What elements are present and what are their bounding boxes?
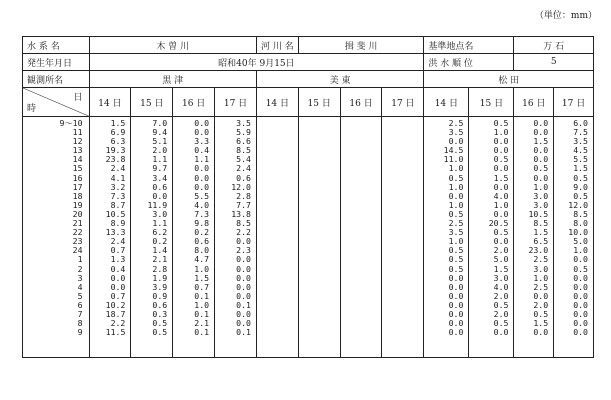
station-mito: 美 東 [256, 71, 423, 88]
rainfall-cell: 5.5 [573, 154, 588, 165]
rainfall-cell: 6.5 [533, 236, 549, 247]
label-base-point: 基準地点名 [424, 37, 514, 54]
rainfall-cell: 0.0 [152, 190, 168, 201]
rainfall-cell: 0.5 [493, 154, 509, 165]
hour-cell: 8 [77, 318, 83, 329]
hour-cell: 21 [72, 218, 83, 229]
rainfall-cell: 0.2 [194, 227, 210, 238]
rainfall-cell: 3.5 [448, 227, 464, 238]
station-matsuda: 松 田 [424, 71, 594, 88]
rainfall-cell: 0.0 [236, 236, 251, 247]
hour-cell: 6 [77, 299, 83, 310]
hour-cell: 17 [72, 181, 83, 192]
rainfall-cell: 0.0 [533, 145, 549, 156]
rainfall-cell: 1.3 [110, 254, 126, 265]
day-matsuda-15: 15 日 [469, 88, 514, 117]
rainfall-cell: 0.0 [493, 136, 509, 147]
rainfall-cell: 3.4 [152, 172, 168, 183]
rainfall-cell: 0.1 [194, 308, 210, 319]
rainfall-cell: 1.0 [533, 181, 549, 192]
rainfall-cell: 6.9 [110, 127, 126, 138]
rainfall-cell: 2.1 [194, 318, 210, 329]
rainfall-cell: 8.9 [110, 218, 126, 229]
rainfall-cell: 20.5 [488, 218, 509, 229]
rainfall-cell: 0.5 [573, 263, 588, 274]
rainfall-cell: 5.0 [573, 236, 588, 247]
header-row-1 [23, 37, 594, 54]
rainfall-cell: 0.0 [493, 208, 509, 219]
rainfall-cell: 0.7 [194, 281, 210, 292]
rainfall-cell: 0.0 [573, 281, 588, 292]
rainfall-cell: 0.5 [493, 118, 509, 128]
hour-cell: 24 [72, 245, 83, 256]
rainfall-cell: 0.0 [573, 254, 588, 265]
rainfall-cell: 0.6 [194, 236, 210, 247]
rainfall-cell: 0.0 [236, 290, 251, 301]
kurotsu-17-column [215, 117, 257, 358]
day-kurotsu-17: 17 日 [215, 88, 257, 117]
rainfall-cell: 0.0 [236, 308, 251, 319]
rainfall-cell: 0.0 [236, 254, 251, 265]
rainfall-cell: 0.5 [448, 254, 464, 265]
rainfall-cell: 1.5 [110, 118, 126, 128]
rainfall-cell: 0.5 [573, 190, 588, 201]
rainfall-cell: 0.0 [236, 318, 251, 329]
rainfall-cell: 0.5 [152, 318, 168, 329]
hour-cell: 11 [72, 127, 83, 138]
rainfall-cell: 1.5 [194, 272, 210, 283]
day-head-label: 日 [73, 93, 83, 103]
rainfall-cell: 7.7 [236, 199, 251, 210]
rainfall-cell: 4.0 [194, 199, 210, 210]
rainfall-cell: 7.3 [194, 208, 210, 219]
rainfall-cell: 8.5 [533, 218, 549, 229]
rainfall-cell: 0.6 [236, 172, 251, 183]
label-river: 河 川 名 [256, 37, 298, 54]
matsuda-15-column [469, 117, 514, 358]
rainfall-cell: 19.3 [105, 145, 126, 156]
hour-cell: 9～10 [59, 118, 83, 128]
rainfall-cell: 0.4 [110, 263, 126, 274]
rainfall-cell: 8.0 [194, 245, 210, 256]
rainfall-cell: 2.3 [236, 245, 251, 256]
rainfall-cell: 0.0 [194, 172, 210, 183]
hour-cell: 19 [72, 199, 83, 210]
rainfall-cell: 3.0 [493, 272, 509, 283]
rainfall-cell: 0.0 [493, 327, 509, 338]
rainfall-cell: 0.0 [573, 327, 588, 338]
rainfall-cell: 0.0 [533, 127, 549, 138]
rainfall-cell: 2.0 [493, 245, 509, 256]
rainfall-cell: 1.1 [152, 218, 168, 229]
rainfall-cell: 8.7 [110, 199, 126, 210]
rainfall-cell: 8.5 [236, 218, 251, 229]
value-flood-rank: 5 [514, 54, 594, 71]
rainfall-cell: 0.0 [533, 327, 549, 338]
rainfall-cell: 3.3 [194, 136, 210, 147]
rainfall-cell: 2.4 [110, 236, 126, 247]
rainfall-cell: 0.4 [194, 145, 210, 156]
rainfall-cell: 7.3 [110, 190, 126, 201]
hour-cell: 20 [72, 208, 83, 219]
rainfall-cell: 4.7 [194, 254, 210, 265]
hour-cell: 12 [72, 136, 83, 147]
kurotsu-15-column [131, 117, 173, 358]
hour-cell: 9 [77, 327, 83, 338]
day-mito-16: 16 日 [340, 88, 382, 117]
day-mito-15: 15 日 [298, 88, 340, 117]
day-matsuda-16: 16 日 [514, 88, 554, 117]
rainfall-cell: 0.0 [573, 272, 588, 283]
rainfall-cell: 14.5 [443, 145, 464, 156]
rainfall-cell: 2.5 [448, 218, 464, 229]
hour-cell: 22 [72, 227, 83, 238]
rainfall-cell: 6.3 [110, 136, 126, 147]
rainfall-cell: 0.5 [448, 208, 464, 219]
rainfall-cell: 4.0 [493, 190, 509, 201]
rainfall-cell: 1.4 [152, 245, 168, 256]
hour-cell: 23 [72, 236, 83, 247]
rainfall-cell: 0.0 [533, 118, 549, 128]
hour-cell: 18 [72, 190, 83, 201]
rainfall-cell: 12.0 [231, 181, 251, 192]
rainfall-cell: 1.5 [533, 136, 549, 147]
hour-cell: 7 [77, 308, 83, 319]
rainfall-cell: 0.5 [448, 245, 464, 256]
rainfall-cell: 0.5 [533, 308, 549, 319]
label-station: 観測所名 [23, 71, 90, 88]
rainfall-cell: 2.0 [533, 299, 549, 310]
rainfall-cell: 1.5 [573, 163, 588, 174]
value-river: 揖 斐 川 [298, 37, 424, 54]
kurotsu-14-column [89, 117, 131, 358]
value-date: 昭和40年 9月15日 [89, 54, 424, 71]
rainfall-cell: 1.0 [448, 199, 464, 210]
rainfall-cell: 3.0 [533, 190, 549, 201]
rainfall-cell: 9.4 [152, 127, 168, 138]
matsuda-16-column [514, 117, 554, 358]
rainfall-cell: 2.2 [110, 318, 126, 329]
rainfall-cell: 0.0 [573, 290, 588, 301]
hour-cell: 5 [77, 290, 83, 301]
rainfall-cell: 1.0 [493, 199, 509, 210]
rainfall-cell: 0.5 [493, 318, 509, 329]
hour-head-label: 時 [27, 104, 37, 114]
rainfall-cell: 3.9 [152, 281, 168, 292]
rainfall-cell: 0.5 [493, 299, 509, 310]
hour-cell: 16 [72, 172, 83, 183]
rainfall-cell: 0.0 [448, 299, 464, 310]
rainfall-cell: 0.0 [493, 145, 509, 156]
rainfall-cell: 23.8 [105, 154, 126, 165]
rainfall-cell: 2.4 [110, 163, 126, 174]
rainfall-cell: 10.0 [568, 227, 588, 238]
rainfall-cell: 0.5 [533, 163, 549, 174]
rainfall-cell: 2.2 [236, 227, 251, 238]
value-water-system: 木 曽 川 [89, 37, 256, 54]
value-base-point: 万 石 [514, 37, 594, 54]
rainfall-cell: 0.0 [236, 272, 251, 283]
rainfall-cell: 6.0 [573, 118, 588, 128]
rainfall-cell: 2.8 [152, 263, 168, 274]
rainfall-cell: 0.0 [194, 163, 210, 174]
rainfall-cell: 1.0 [194, 263, 210, 274]
rainfall-cell: 2.4 [236, 163, 251, 174]
rainfall-cell: 23.0 [528, 245, 549, 256]
rainfall-cell: 0.0 [533, 172, 549, 183]
mito-17-column [382, 117, 424, 358]
rainfall-cell: 5.1 [152, 136, 168, 147]
rainfall-cell: 1.1 [152, 154, 168, 165]
rainfall-cell: 0.1 [236, 327, 251, 338]
rainfall-cell: 0.0 [448, 327, 464, 338]
rainfall-cell: 1.9 [152, 272, 168, 283]
rainfall-cell: 0.5 [152, 327, 168, 338]
rainfall-cell: 13.3 [105, 227, 126, 238]
rainfall-cell: 0.0 [194, 127, 210, 138]
rainfall-cell: 5.4 [236, 154, 251, 165]
rainfall-cell: 10.5 [528, 208, 549, 219]
hour-cell: 2 [77, 263, 83, 274]
rainfall-cell: 0.0 [573, 308, 588, 319]
rainfall-cell: 8.5 [236, 145, 251, 156]
rainfall-cell: 0.0 [493, 236, 509, 247]
rainfall-cell: 2.5 [533, 281, 549, 292]
rainfall-cell: 2.0 [493, 308, 509, 319]
rainfall-cell: 0.0 [448, 281, 464, 292]
rainfall-cell: 0.2 [152, 236, 168, 247]
hour-cell: 1 [77, 254, 83, 265]
rainfall-cell: 0.1 [194, 327, 210, 338]
rainfall-cell: 0.0 [493, 163, 509, 174]
mito-14-column [256, 117, 298, 358]
rainfall-cell: 0.5 [448, 263, 464, 274]
rainfall-cell: 4.5 [573, 145, 588, 156]
header-row-2 [23, 54, 594, 71]
rainfall-cell: 11.0 [443, 154, 464, 165]
rainfall-cell: 0.0 [448, 318, 464, 329]
day-hour-corner [23, 88, 90, 117]
rainfall-cell: 18.7 [105, 308, 126, 319]
rainfall-cell: 4.1 [110, 172, 126, 183]
hour-cell: 15 [72, 163, 83, 174]
rainfall-cell: 2.0 [152, 145, 168, 156]
rainfall-cell: 0.0 [493, 181, 509, 192]
rainfall-cell: 0.6 [152, 299, 168, 310]
rainfall-cell: 0.0 [194, 181, 210, 192]
rainfall-cell: 2.8 [236, 190, 251, 201]
rainfall-cell: 0.6 [152, 181, 168, 192]
rainfall-cell: 3.0 [533, 199, 549, 210]
rainfall-cell: 1.0 [533, 272, 549, 283]
label-flood-rank: 洪 水 順 位 [424, 54, 514, 71]
rainfall-cell: 1.5 [533, 318, 549, 329]
rainfall-cell: 3.2 [110, 181, 126, 192]
kurotsu-16-column [173, 117, 215, 358]
day-header-row [23, 88, 594, 117]
day-mito-17: 17 日 [382, 88, 424, 117]
rainfall-cell: 0.0 [533, 154, 549, 165]
header-row-3 [23, 71, 594, 88]
rainfall-cell: 11.5 [105, 327, 126, 338]
rainfall-cell: 10.2 [105, 299, 126, 310]
day-matsuda-14: 14 日 [424, 88, 469, 117]
rainfall-cell: 3.5 [448, 127, 464, 138]
rainfall-cell: 0.0 [533, 290, 549, 301]
data-row [23, 117, 594, 358]
rainfall-cell: 8.5 [573, 208, 588, 219]
rainfall-cell: 0.0 [573, 299, 588, 310]
rainfall-cell: 2.5 [533, 254, 549, 265]
rainfall-cell: 1.0 [573, 245, 588, 256]
rainfall-cell: 1.5 [533, 227, 549, 238]
rainfall-cell: 0.5 [493, 227, 509, 238]
day-kurotsu-15: 15 日 [131, 88, 173, 117]
hour-cell: 3 [77, 272, 83, 283]
label-water-system: 水 系 名 [23, 37, 90, 54]
day-mito-14: 14 日 [256, 88, 298, 117]
rainfall-cell: 7.0 [152, 118, 168, 128]
rainfall-cell: 0.0 [448, 190, 464, 201]
rainfall-cell: 1.0 [448, 181, 464, 192]
rainfall-cell: 7.5 [573, 127, 588, 138]
rainfall-cell: 0.3 [152, 308, 168, 319]
rainfall-cell: 1.0 [493, 127, 509, 138]
rainfall-cell: 6.2 [152, 227, 168, 238]
hour-cell: 13 [72, 145, 83, 156]
rainfall-cell: 0.7 [110, 290, 126, 301]
rainfall-cell: 0.0 [573, 318, 588, 329]
day-kurotsu-16: 16 日 [173, 88, 215, 117]
rainfall-cell: 6.6 [236, 136, 251, 147]
rainfall-cell: 5.5 [194, 190, 210, 201]
rainfall-cell: 1.0 [448, 236, 464, 247]
rainfall-cell: 13.8 [231, 208, 251, 219]
rainfall-cell: 2.1 [152, 254, 168, 265]
rainfall-cell: 0.0 [448, 136, 464, 147]
rainfall-cell: 2.0 [493, 290, 509, 301]
day-matsuda-17: 17 日 [554, 88, 594, 117]
rainfall-cell: 0.9 [152, 290, 168, 301]
matsuda-17-column [554, 117, 594, 358]
rainfall-cell: 5.0 [493, 254, 509, 265]
rainfall-cell: 3.0 [533, 263, 549, 274]
rainfall-cell: 0.0 [448, 290, 464, 301]
rainfall-cell: 1.5 [493, 263, 509, 274]
rainfall-cell: 0.5 [448, 172, 464, 183]
rainfall-cell: 11.9 [147, 199, 168, 210]
rainfall-cell: 1.0 [194, 299, 210, 310]
hour-cell: 14 [72, 154, 83, 165]
rainfall-cell: 0.0 [448, 308, 464, 319]
unit-note: （単位：mm） [534, 11, 597, 21]
rainfall-cell: 4.0 [493, 281, 509, 292]
day-kurotsu-14: 14 日 [89, 88, 131, 117]
rainfall-cell: 9.8 [194, 218, 210, 229]
rainfall-cell: 1.0 [448, 163, 464, 174]
rainfall-cell: 3.5 [236, 118, 251, 128]
rainfall-cell: 0.7 [110, 245, 126, 256]
hour-column [23, 117, 90, 358]
station-kurotsu: 黒 津 [89, 71, 256, 88]
hour-cell: 4 [77, 281, 83, 292]
rainfall-cell: 0.0 [236, 281, 251, 292]
rainfall-cell: 3.0 [152, 208, 168, 219]
rainfall-cell: 0.0 [236, 263, 251, 274]
rainfall-cell: 0.0 [110, 272, 126, 283]
rainfall-cell: 3.5 [573, 136, 588, 147]
rainfall-cell: 0.0 [194, 118, 210, 128]
rainfall-cell: 8.0 [573, 218, 588, 229]
rainfall-cell: 0.1 [236, 299, 251, 310]
rainfall-table [22, 36, 594, 358]
rainfall-cell: 0.0 [448, 272, 464, 283]
rainfall-cell: 0.0 [110, 281, 126, 292]
rainfall-cell: 10.5 [105, 208, 126, 219]
rainfall-cell: 1.1 [194, 154, 210, 165]
matsuda-14-column [424, 117, 469, 358]
mito-15-column [298, 117, 340, 358]
rainfall-cell: 12.0 [568, 199, 588, 210]
rainfall-cell: 9.0 [573, 181, 588, 192]
rainfall-cell: 0.1 [194, 290, 210, 301]
rainfall-cell: 2.5 [448, 118, 464, 128]
rainfall-cell: 5.9 [236, 127, 251, 138]
rainfall-cell: 1.5 [493, 172, 509, 183]
label-date: 発生年月日 [23, 54, 90, 71]
rainfall-cell: 9.7 [152, 163, 168, 174]
rainfall-cell: 0.5 [573, 172, 588, 183]
mito-16-column [340, 117, 382, 358]
